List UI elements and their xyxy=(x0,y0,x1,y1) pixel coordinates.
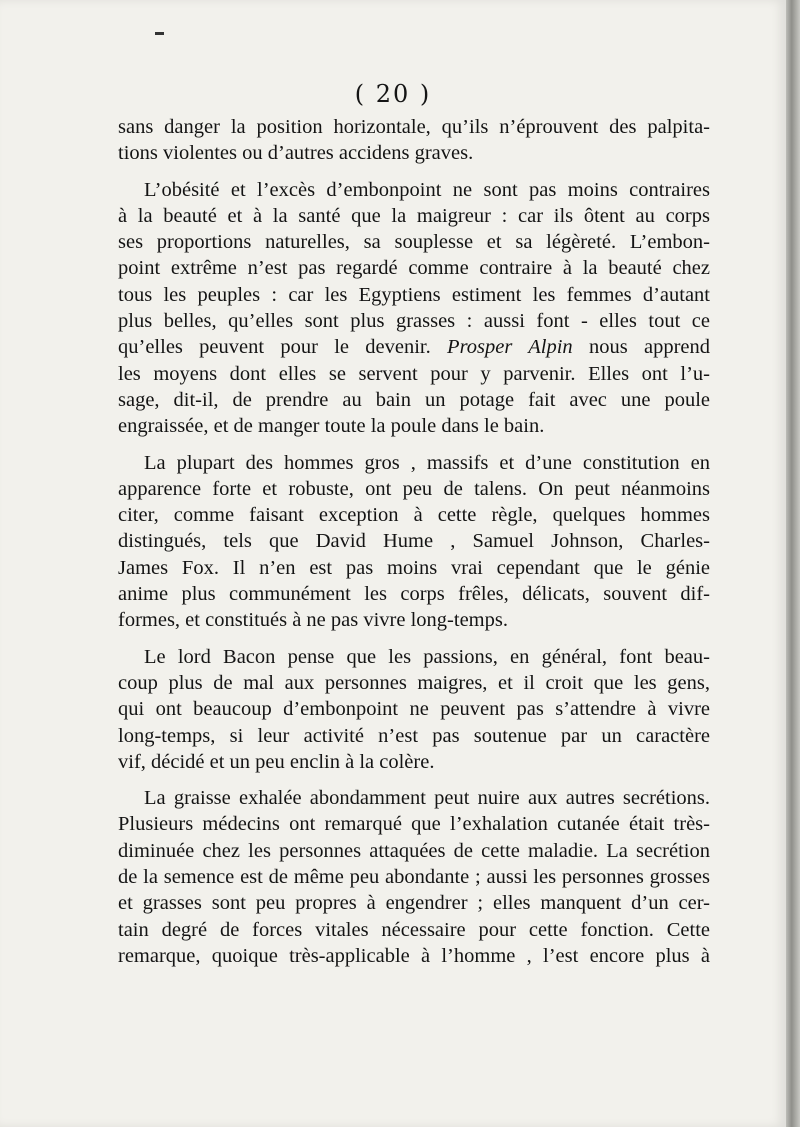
text-line: Plusieurs médecins ont remarqué que l’exhalation cutanée était très- xyxy=(118,813,710,836)
text-line: remarque, quoique très-applicable à l’homme , l’est encore plus à xyxy=(118,944,710,967)
text-line: et grasses sont peu propres à engendrer ; elles manquent d’un cer- xyxy=(118,892,710,915)
text-line: ses proportions naturelles, sa souplesse et sa légèreté. L’embon- xyxy=(118,231,710,254)
text-segment: qu’elles peuvent pour le devenir. xyxy=(118,336,448,359)
text-line: apparence forte et robuste, ont peu de talens. On peut néanmoins xyxy=(118,477,710,500)
paragraph-3 xyxy=(118,450,710,634)
text-line: tions violentes ou d’autres accidens graves. xyxy=(118,142,474,165)
paragraph-1 xyxy=(118,114,710,167)
author-name: Prosper Alpin xyxy=(447,336,573,359)
text-line: qui ont beaucoup d’embonpoint ne peuvent pas s’attendre à vivre xyxy=(118,698,710,721)
page-number: ( 20 ) xyxy=(354,80,432,108)
text-line: La plupart des hommes gros , massifs et d’une constitution en xyxy=(144,451,710,474)
text-line: distingués, tels que David Hume , Samuel Johnson, Charles- xyxy=(118,530,710,553)
text-line: sage, dit-il, de prendre au bain un potage fait avec une poule xyxy=(118,388,710,411)
text-line: diminuée chez les personnes attaquées de cette maladie. La secrétion xyxy=(118,839,710,862)
text-line: de la semence est de même peu abondante ; aussi les personnes grosses xyxy=(118,866,710,889)
text-line-with-citation xyxy=(118,334,710,360)
text-line: La graisse exhalée abondamment peut nuire aux autres secrétions. xyxy=(144,787,710,810)
text-line: point extrême n’est pas regardé comme contraire à la beauté chez xyxy=(118,257,710,280)
text-line: James Fox. Il n’en est pas moins vrai cependant que le génie xyxy=(118,556,710,579)
text-line: engraissée, et de manger toute la poule dans le bain. xyxy=(118,415,545,438)
paragraph-5 xyxy=(118,785,710,969)
text-line: formes, et constitués à ne pas vivre long-temps. xyxy=(118,609,508,632)
text-segment: nous apprend xyxy=(572,336,710,359)
ink-mark xyxy=(155,32,164,35)
text-line: Le lord Bacon pense que les passions, en général, font beau- xyxy=(144,645,710,668)
text-line: plus belles, qu’elles sont plus grasses : aussi font - elles tout ce xyxy=(118,310,710,333)
text-line: anime plus communément les corps frêles, délicats, souvent dif- xyxy=(118,583,710,606)
paragraph-4 xyxy=(118,644,710,775)
text-line: tain degré de forces vitales nécessaire pour cette fonction. Cette xyxy=(118,918,710,941)
text-line: long-temps, si leur activité n’est pas soutenue par un caractère xyxy=(118,724,710,747)
body-text xyxy=(118,114,710,979)
text-line: L’obésité et l’excès d’embonpoint ne sont pas moins contraires xyxy=(144,178,710,201)
text-line: à la beauté et à la santé que la maigreur : car ils ôtent au corps xyxy=(118,204,710,227)
text-line: les moyens dont elles se servent pour y parvenir. Elles ont l’u- xyxy=(118,362,710,385)
page-gutter-edge xyxy=(786,0,800,1127)
text-line: citer, comme faisant exception à cette règle, quelques hommes xyxy=(118,504,710,527)
text-line: sans danger la position horizontale, qu’ils n’éprouvent des palpita- xyxy=(118,116,710,138)
paragraph-2 xyxy=(118,177,710,440)
text-line: coup plus de mal aux personnes maigres, et il croit que les gens, xyxy=(118,671,710,694)
text-line: vif, décidé et un peu enclin à la colère. xyxy=(118,750,435,773)
text-line: tous les peuples : car les Egyptiens estiment les femmes d’autant xyxy=(118,283,710,306)
